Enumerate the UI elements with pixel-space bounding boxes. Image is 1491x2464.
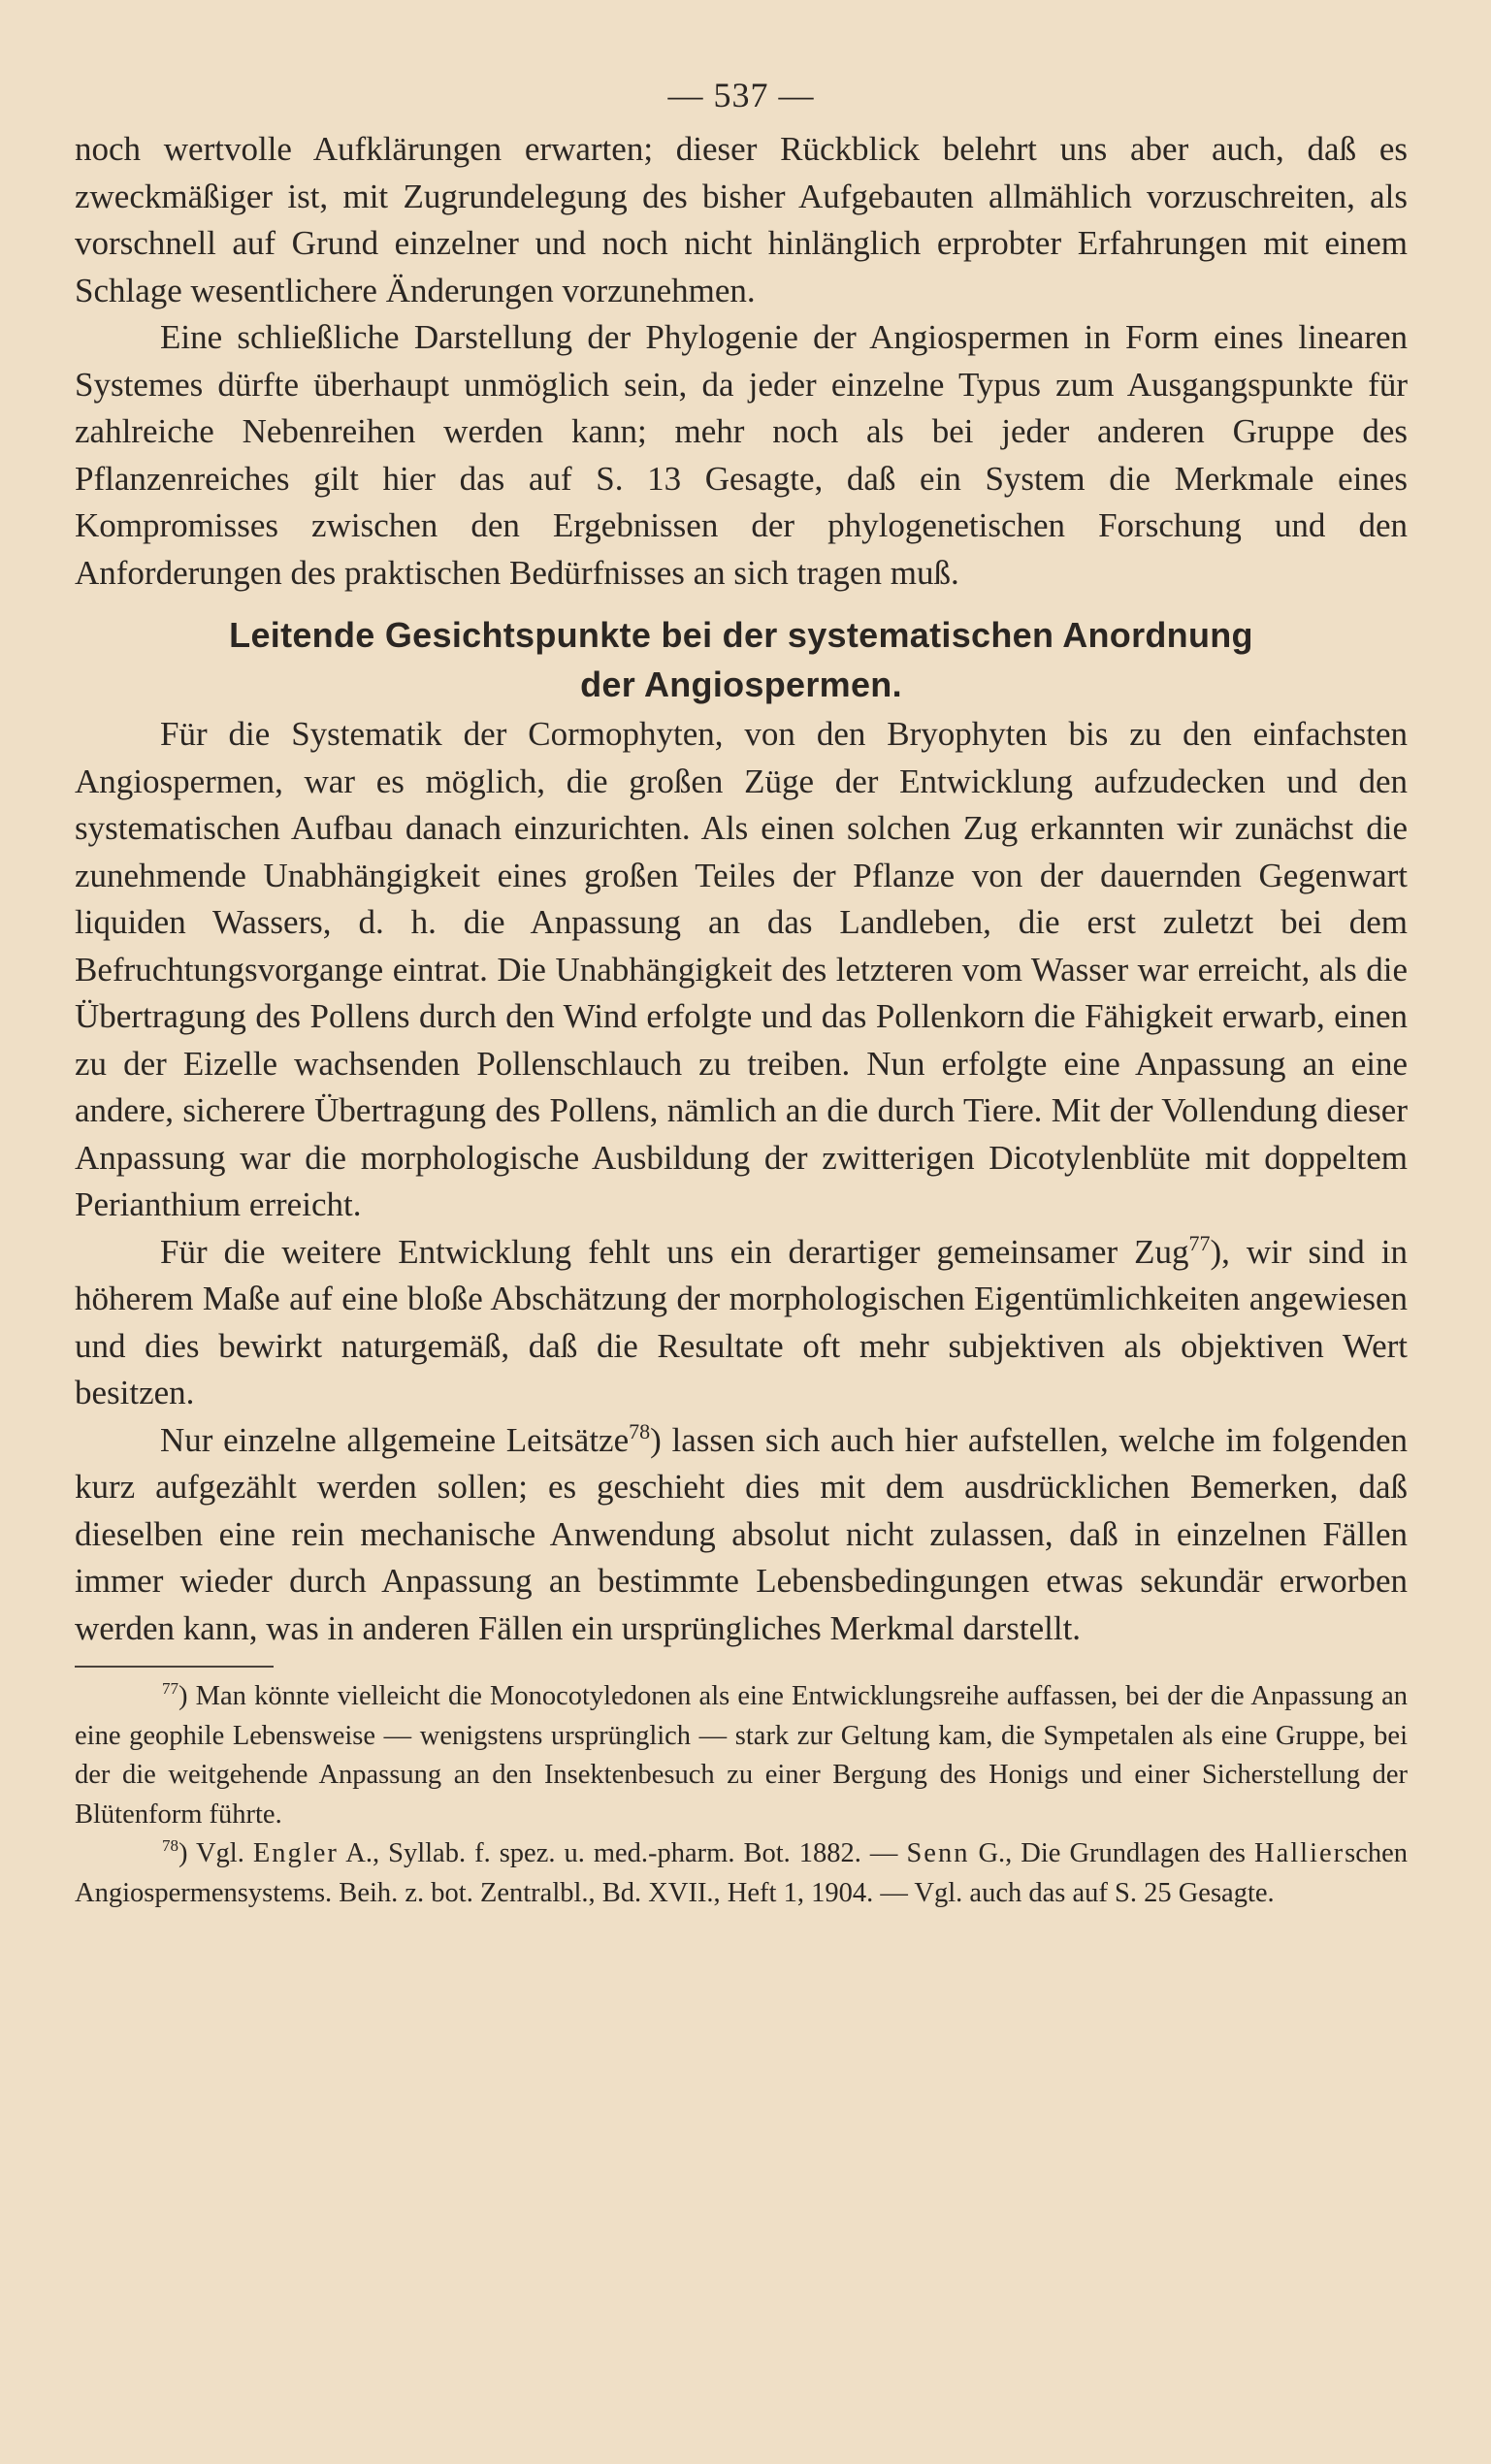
footnote-78-text-a: ) Vgl. [178, 1838, 244, 1868]
footnote-78 [75, 1834, 1408, 1913]
section-heading [75, 610, 1408, 709]
paragraph-5-text-a: Nur einzelne allgemeine Leitsätze [160, 1420, 630, 1459]
footnote-78-author-senn: Senn [906, 1838, 970, 1868]
paragraph-3: Für die Systematik der Cormophyten, von den Bryophyten bis zu den einfachsten Angiospermen, war es möglich, die großen Züge der Entwicklung aufzudecken und den systematischen Aufbau danach einzurichten. Als einen solchen Zug erkannten wir zunächst die zunehmende Unabhängigkeit eines großen Teiles der Pflanze von der dauernden Gegenwart liquiden Wassers, d. h. die Anpassung an das Landleben, die erst zuletzt bei dem Befruchtungsvorgange eintrat. Die Unabhängigkeit des letzteren vom Wasser war erreicht, als die Übertragung des Pollens durch den Wind erfolgte und das Pollenkorn die Fähigkeit erwarb, einen zu der Eizelle wachsenden Pollenschlauch zu treiben. Nun erfolgte eine Anpassung an eine andere, sicherere Übertragung des Pollens, nämlich an die durch Tiere. Mit der Vollendung dieser Anpassung war die morphologische Ausbildung der zwitterigen Dicotylenblüte mit doppeltem Perianthium erreicht. [75, 715, 1408, 1223]
footnote-divider [75, 1666, 274, 1668]
footnote-ref-77[interactable]: 77 [1188, 1230, 1211, 1255]
paragraph-5 [75, 1417, 1408, 1653]
footnote-78-text-c: G., Die Grundlagen des [978, 1838, 1246, 1868]
footnote-78-author-engler: Engler [252, 1838, 339, 1868]
footnote-ref-78[interactable]: 78 [629, 1418, 651, 1443]
footnote-78-author-hallier: Hallier [1254, 1838, 1345, 1868]
footnote-78-marker: 78 [162, 1836, 178, 1855]
paragraph-4-text-a: Für die weitere Entwicklung fehlt uns ein derartiger gemeinsamer Zug [160, 1232, 1189, 1271]
paragraph-4-text-b: ), wir sind in höherem Maße auf eine bloße Abschätzung der morphologischen Eigentümlichkeiten angewiesen und dies bewirkt naturgemäß, daß die Resultate oft mehr subjektiven als objektiven Wert besitzen. [75, 1232, 1408, 1411]
section-heading-line-1: Leitende Gesichtspunkte bei der systematischen Anordnung [229, 615, 1253, 655]
paragraph-5-text-b: ) lassen sich auch hier aufstellen, welche im folgenden kurz aufgezählt werden sollen; es geschieht dies mit dem ausdrücklichen Bemerken, daß dieselben eine rein mechanische Anwendung absolut nicht zulassen, daß in einzelnen Fällen immer wieder durch Anpassung an bestimmte Lebensbedingungen etwas sekundär erworben werden kann, was in anderen Fällen ein ursprüngliches Merkmal darstellt. [75, 1420, 1408, 1647]
footnote-77 [75, 1677, 1408, 1834]
paragraph-2: Eine schließliche Darstellung der Phylogenie der Angiospermen in Form eines linearen Systemes dürfte überhaupt unmöglich sein, da jeder einzelne Typus zum Ausgangspunkte für zahlreiche Nebenreihen werden kann; mehr noch als bei jeder anderen Gruppe des Pflanzenreiches gilt hier das auf S. 13 Gesagte, daß ein System die Merkmale eines Kompromisses zwischen den Ergebnissen der phylogenetischen Forschung und den Anforderungen des praktischen Bedürfnisses an sich tragen muß. [75, 318, 1408, 592]
paragraph-1: noch wertvolle Aufklärungen erwarten; dieser Rückblick belehrt uns aber auch, daß es zweckmäßiger ist, mit Zugrundelegung des bisher Aufgebauten allmählich vorzuschreiten, als vorschnell auf Grund einzelner und noch nicht hinlänglich erprobter Erfahrungen mit einem Schlage wesentlichere Änderungen vorzunehmen. [75, 130, 1408, 309]
section-heading-line-2: der Angiospermen. [580, 665, 902, 704]
footnote-78-text-d: schen Angiospermensystems. Beih. z. bot. Zentralbl., Bd. XVII., Heft 1, 1904. — Vgl. auch das auf S. 25 Gesagte. [75, 1838, 1409, 1908]
footnote-77-marker: 77 [162, 1679, 178, 1698]
page-number: — 537 — [667, 76, 815, 114]
footnote-78-text-b: A., Syllab. f. spez. u. med.-pharm. Bot. 1882. — [345, 1838, 898, 1868]
footnote-77-text: ) Man könnte vielleicht die Monocotyledonen als eine Entwicklungsreihe auffassen, bei der die Anpassung an eine geophile Lebensweise — wenigstens ursprünglich — stark zur Geltung kam, die Sympetalen als eine Gruppe, bei der die weitgehende Anpassung an den Insektenbesuch zu einer Bergung des Honigs und einer Sicherstellung der Blütenform führte. [75, 1681, 1408, 1830]
paragraph-4 [75, 1229, 1408, 1417]
